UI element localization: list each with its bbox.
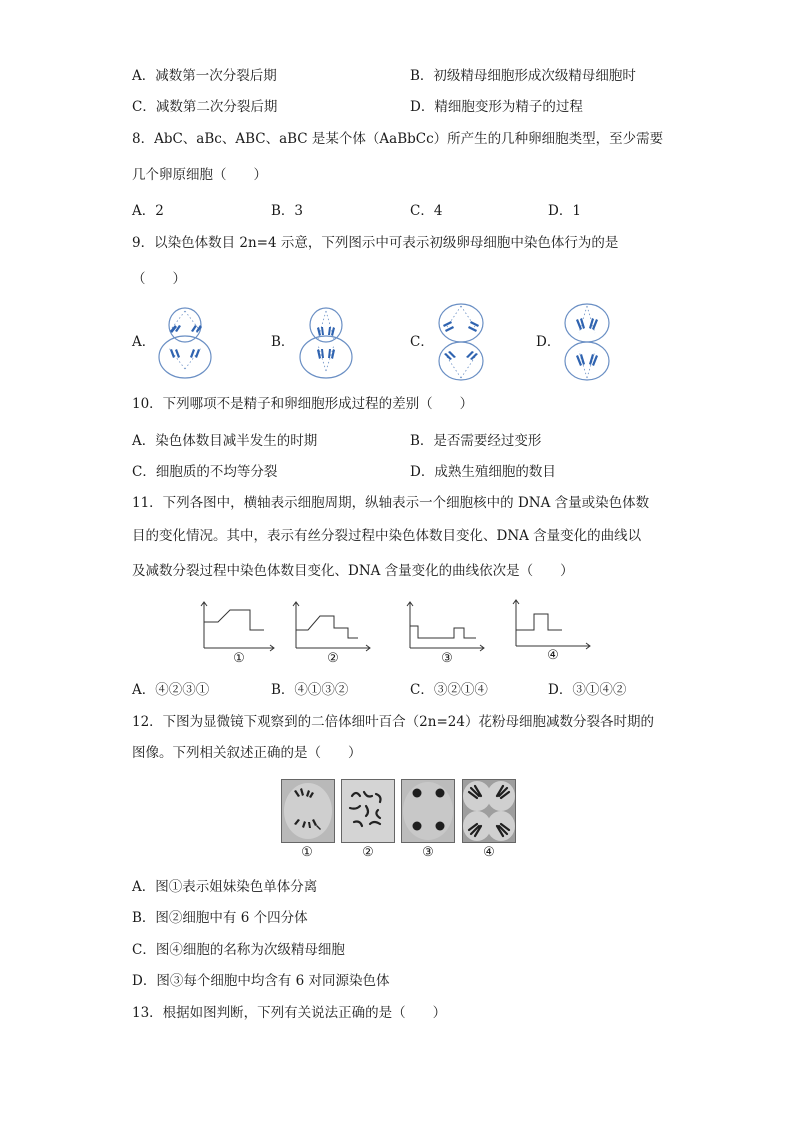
q8-stem-line2: 几个卵原细胞（ ）	[132, 167, 267, 183]
q11-caption-2: ②	[327, 651, 339, 666]
q8-option-c: C．4	[410, 203, 443, 219]
q9-stem-line2: （ ）	[132, 271, 186, 287]
q11-stem-line2: 目的变化情况。其中，表示有丝分裂过程中染色体数目变化、DNA 含量变化的曲线以	[132, 528, 642, 544]
q9-stem-line1: 9．以染色体数目 2n=4 示意，下列图示中可表示初级卵母细胞中染色体行为的是	[132, 235, 619, 251]
q9-cell-d	[559, 303, 615, 385]
q12-option-a: A．图①表示姐妹染色单体分离	[132, 879, 318, 895]
q9-cell-b	[296, 305, 356, 383]
q7-option-c: C．减数第二次分裂后期	[132, 99, 278, 115]
q12-option-b: B．图②细胞中有 6 个四分体	[132, 910, 308, 926]
q12-micrograph-2	[341, 779, 395, 843]
q11-caption-1: ①	[233, 651, 245, 666]
q11-graph-2	[290, 600, 372, 652]
q10-option-a: A．染色体数目减半发生的时期	[132, 433, 318, 449]
q12-stem-line1: 12．下图为显微镜下观察到的二倍体细叶百合（2n=24）花粉母细胞减数分裂各时期的	[132, 714, 654, 730]
q12-caption-2: ②	[362, 845, 374, 860]
q7-option-b: B．初级精母细胞形成次级精母细胞时	[410, 68, 636, 84]
q11-caption-4: ④	[547, 648, 559, 663]
q12-option-c: C．图④细胞的名称为次级精母细胞	[132, 942, 345, 958]
q12-micrograph-3	[401, 779, 455, 843]
q10-option-c: C．细胞质的不均等分裂	[132, 464, 278, 480]
q11-stem-line3: 及减数分裂过程中染色体数目变化、DNA 含量变化的曲线依次是（ ）	[132, 563, 574, 579]
q12-micrograph-4	[462, 779, 516, 843]
q12-caption-1: ①	[301, 845, 313, 860]
q11-graph-1	[198, 600, 276, 652]
q8-option-b: B．3	[271, 203, 304, 219]
q11-option-c: C．③②①④	[410, 682, 488, 698]
q9-label-d: D．	[536, 334, 561, 350]
q11-caption-3: ③	[441, 651, 453, 666]
q11-graph-3	[404, 600, 486, 652]
q9-cell-c	[433, 303, 489, 385]
q8-stem-line1: 8．AbC、aBc、ABC、aBC 是某个体（AaBbCc）所产生的几种卵细胞类型，至少需要	[132, 131, 664, 147]
q12-option-d: D．图③每个细胞中均含有 6 对同源染色体	[132, 973, 390, 989]
q7-option-a: A．减数第一次分裂后期	[132, 68, 277, 84]
q11-stem-line1: 11．下列各图中，横轴表示细胞周期，纵轴表示一个细胞核中的 DNA 含量或染色体数	[132, 495, 650, 511]
q11-option-a: A．④②③①	[132, 682, 210, 698]
q9-cell-a	[155, 305, 215, 383]
q11-option-d: D．③①④②	[548, 682, 627, 698]
q9-label-c: C．	[410, 334, 434, 350]
q12-micrograph-1	[281, 779, 335, 843]
q10-option-b: B．是否需要经过变形	[410, 433, 542, 449]
q11-graph-4	[510, 598, 592, 650]
q10-stem: 10．下列哪项不是精子和卵细胞形成过程的差别（ ）	[132, 396, 474, 412]
q13-stem: 13．根据如图判断，下列有关说法正确的是（ ）	[132, 1005, 447, 1021]
q12-caption-4: ④	[483, 845, 495, 860]
q7-option-d: D．精细胞变形为精子的过程	[410, 99, 583, 115]
q8-option-d: D．1	[548, 203, 581, 219]
q11-option-b: B．④①③②	[271, 682, 349, 698]
q12-stem-line2: 图像。下列相关叙述正确的是（ ）	[132, 745, 362, 761]
q8-option-a: A．2	[132, 203, 164, 219]
q12-caption-3: ③	[422, 845, 434, 860]
q9-label-b: B．	[271, 334, 295, 350]
q10-option-d: D．成熟生殖细胞的数目	[410, 464, 556, 480]
q9-label-a: A．	[132, 334, 156, 350]
